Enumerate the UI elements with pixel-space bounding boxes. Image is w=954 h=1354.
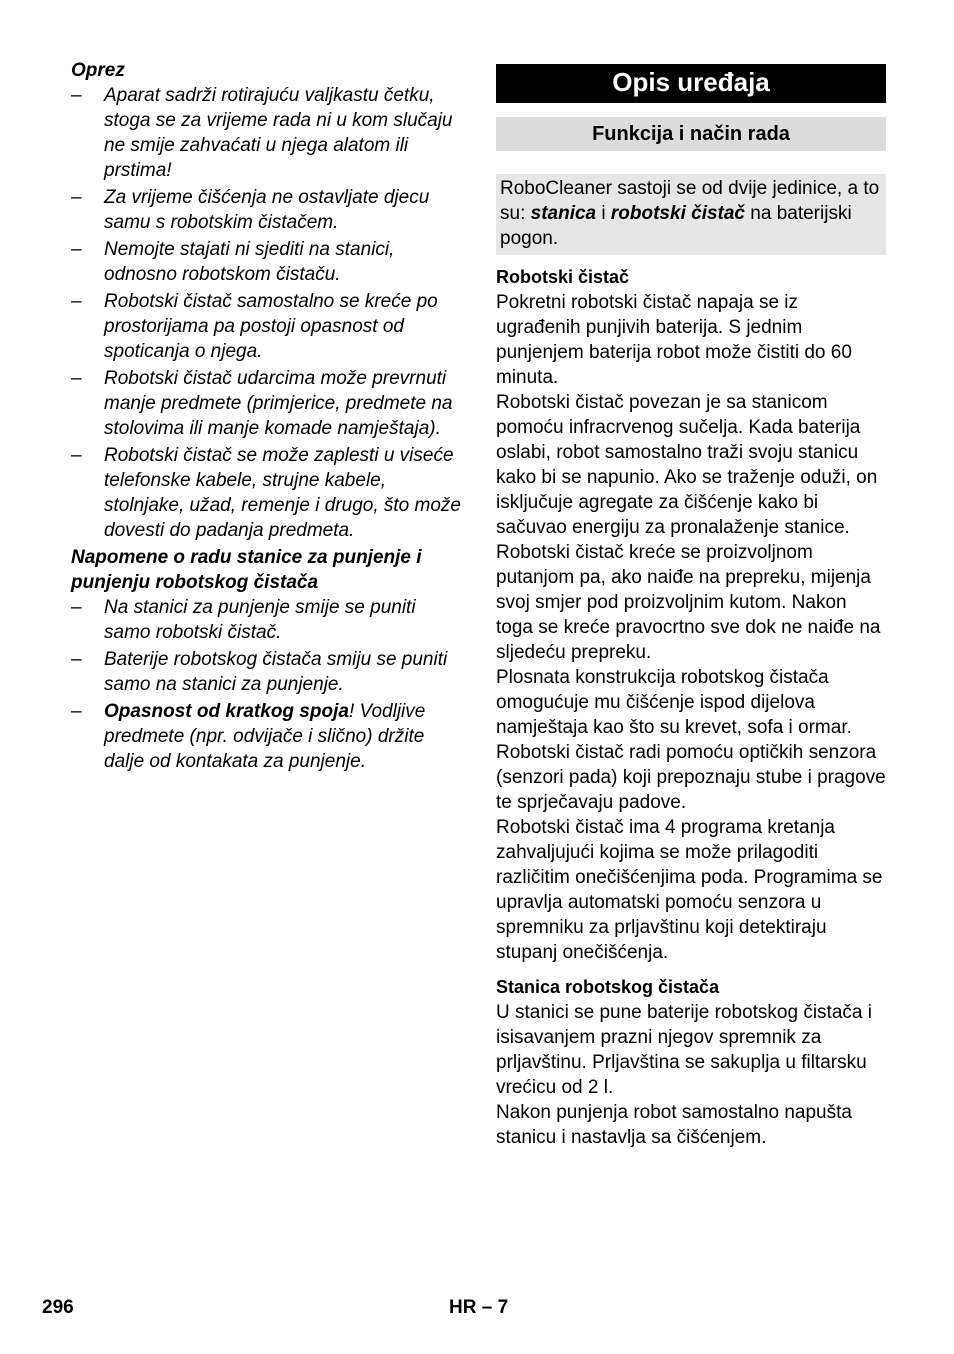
dash-bullet: – bbox=[71, 445, 82, 466]
short-circuit-warning: Opasnost od kratkog spoja bbox=[104, 701, 349, 722]
section-title: Opis uređaja bbox=[496, 64, 886, 103]
list-item: – Na stanici za punjenje smije se puniti samo robotski čistač. bbox=[71, 597, 416, 643]
left-column bbox=[71, 58, 461, 776]
station-heading: Stanica robotskog čistača bbox=[496, 977, 720, 997]
list-item: – Baterije robotskog čistača smiju se puniti samo na stanici za punjenje. bbox=[71, 649, 448, 695]
list-item: – Robotski čistač udarcima može prevrnuti manje predmete (primjerice, predmete na stolovima ili manje komade namještaja). bbox=[71, 368, 453, 439]
charging-notes-heading: Napomene o radu stanice za punjenje i punjenju robotskog čistača bbox=[71, 547, 422, 593]
dash-bullet: – bbox=[71, 239, 82, 260]
paragraph: Robotski čistač povezan je sa stanicom pomoću infracrvenog sučelja. Kada baterija oslabi, robot samostalno traži svoju stanicu kako bi se napunio. Ako se traženje oduži, on isključuje agregate za čišćenje kako bi sačuvao energiju za pronalaženje stanice. bbox=[496, 392, 878, 538]
paragraph: Plosnata konstrukcija robotskog čistača omogućuje mu čišćenje ispod dijelova namještaja kao što su krevet, sofa i ormar. bbox=[496, 667, 852, 738]
dash-bullet: – bbox=[71, 368, 82, 389]
robot-heading: Robotski čistač bbox=[496, 267, 630, 287]
list-item: – Robotski čistač se može zaplesti u viseće telefonske kabele, strujne kabele, stolnjake, užad, remenje i drugo, što može dovesti do padanja predmeta. bbox=[71, 445, 461, 541]
paragraph: Robotski čistač kreće se proizvoljnom putanjom pa, ako naiđe na prepreku, mijenja svoj smjer pod proizvoljnim kutom. Nakon toga se kreće pravocrtno sve dok ne naiđe na sljedeću prepreku. bbox=[496, 542, 881, 663]
page-number: 296 bbox=[42, 1297, 74, 1318]
dash-bullet: – bbox=[71, 85, 82, 106]
dash-bullet: – bbox=[71, 701, 82, 722]
footer-section-label: HR – 7 bbox=[449, 1297, 509, 1318]
list-item: – Aparat sadrži rotirajuću valjkastu četku, stoga se za vrijeme rada ni u kom slučaju ne smije zahvaćati u njega alatom ili prstima! bbox=[71, 85, 453, 181]
paragraph: Pokretni robotski čistač napaja se iz ugrađenih punjivih baterija. S jednim punjenjem baterija robot može čistiti do 60 minuta. bbox=[496, 292, 852, 388]
paragraph: Nakon punjenja robot samostalno napušta stanicu i nastavlja sa čišćenjem. bbox=[496, 1102, 852, 1148]
right-column bbox=[496, 64, 886, 1150]
intro-box: RoboCleaner sastoji se od dvije jedinice, a to su: stanica i robotski čistač na baterijski pogon. bbox=[496, 174, 886, 255]
term-station: stanica bbox=[530, 203, 597, 224]
charging-notes-list bbox=[71, 595, 461, 774]
dash-bullet: – bbox=[71, 291, 82, 312]
section-subtitle: Funkcija i način rada bbox=[496, 117, 886, 151]
caution-heading: Oprez bbox=[71, 60, 125, 81]
list-item: – Opasnost od kratkog spoja! Vodljive predmete (npr. odvijače i slično) držite dalje od kontakata za punjenje. bbox=[71, 701, 426, 772]
paragraph: U stanici se pune baterije robotskog čistača i isisavanjem prazni njegov spremnik za prljavštinu. Prljavština se sakuplja u filtarsku vrećicu od 2 l. bbox=[496, 1002, 872, 1098]
dash-bullet: – bbox=[71, 597, 82, 618]
dash-bullet: – bbox=[71, 649, 82, 670]
list-item: – Nemojte stajati ni sjediti na stanici, odnosno robotskom čistaču. bbox=[71, 239, 395, 285]
dash-bullet: – bbox=[71, 187, 82, 208]
term-robot: robotski čistač bbox=[610, 203, 745, 224]
paragraph: Robotski čistač radi pomoću optičkih senzora (senzori pada) koji prepoznaju stube i pragove te sprječavaju padove. bbox=[496, 742, 886, 813]
paragraph: Robotski čistač ima 4 programa kretanja zahvaljujući kojima se može prilagoditi različitim onečišćenjima poda. Programima se upravlja automatski pomoću senzora u spremniku za prljavštinu koji detektiraju stupanj onečišćenja. bbox=[496, 817, 883, 963]
list-item: – Za vrijeme čišćenja ne ostavljate djecu samu s robotskim čistačem. bbox=[71, 187, 430, 233]
caution-list bbox=[71, 83, 461, 543]
list-item: – Robotski čistač samostalno se kreće po prostorijama pa postoji opasnost od spoticanja o njega. bbox=[71, 291, 438, 362]
